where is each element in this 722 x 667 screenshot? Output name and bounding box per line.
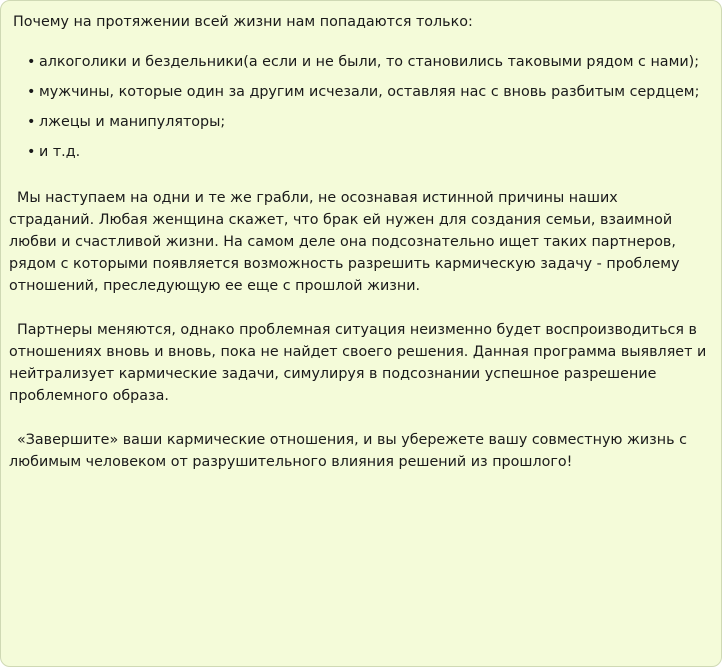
body-paragraph-2: Партнеры меняются, однако проблемная ситуация неизменно будет воспроизводиться в отношениях вновь и вновь, пока не найдет своего решения. Данная программа выявляет и нейтрализует кармические задачи, симулируя в подсознании успешное разрешение проблемного образа.: [9, 322, 707, 404]
document-content: [1, 1, 721, 667]
list-item-label: лжецы и манипуляторы;: [39, 114, 226, 130]
bullet-marker-icon: •: [27, 114, 36, 130]
body-paragraph-1: Мы наступаем на одни и те же грабли, не осознавая истинной причины наших страданий. Любая женщина скажет, что брак ей нужен для создания семьи, взаимной любви и счастливой жизни. На самом деле она подсознательно ищет таких партнеров, рядом с которыми появляется возможность разрешить кармическую задачу - проблему отношений, преследующую ее еще с прошлой жизни.: [9, 190, 680, 294]
list-item-label: и т.д.: [39, 144, 81, 160]
body-paragraph-3: «Завершите» ваши кармические отношения, и вы убережете вашу совместную жизнь с любимым человеком от разрушительного влияния решений из прошлого!: [9, 432, 687, 470]
intro-paragraph: Почему на протяжении всей жизни нам попадаются только:: [13, 14, 473, 30]
list-item: [27, 81, 707, 103]
list-item: [27, 141, 707, 163]
list-item-label: алкоголики и бездельники(а если и не были, то становились таковыми рядом с нами);: [39, 54, 700, 70]
list-item: [27, 111, 707, 133]
bullet-list: [9, 51, 707, 163]
list-item: [27, 51, 707, 73]
bullet-marker-icon: •: [27, 54, 36, 70]
bullet-marker-icon: •: [27, 144, 36, 160]
bottom-spacer: [9, 473, 707, 667]
bullet-marker-icon: •: [27, 84, 36, 100]
list-item-label: мужчины, которые один за другим исчезали, оставляя нас с вновь разбитым сердцем;: [39, 84, 700, 100]
